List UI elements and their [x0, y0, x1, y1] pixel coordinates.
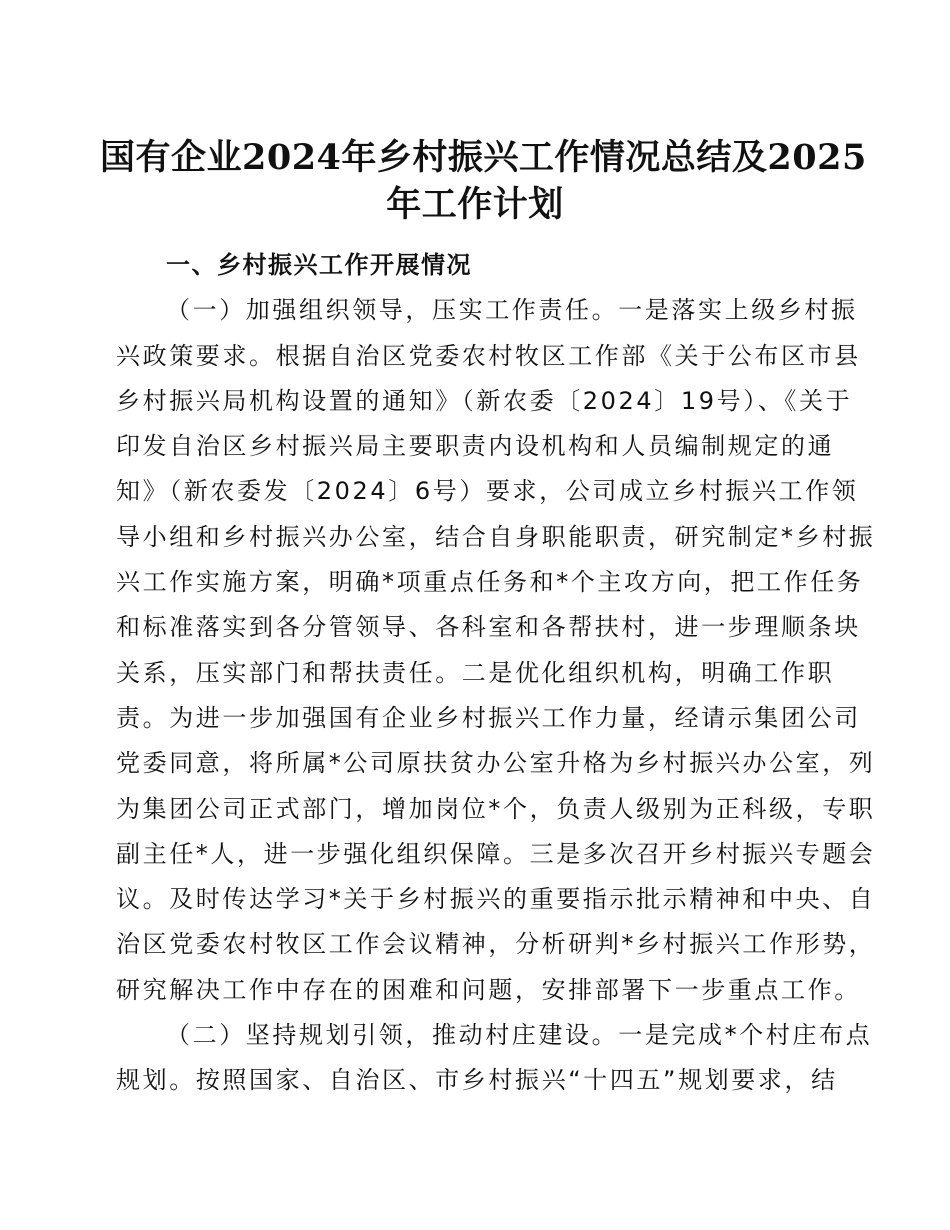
paragraph-line: （一）加强组织领导，压实工作责任。一是落实上级乡村振 — [166, 296, 858, 325]
paragraph-line: 兴政策要求。根据自治区党委农村牧区工作部《关于公布区市县 — [116, 341, 861, 370]
paragraph-line: 党委同意，将所属*公司原扶贫办公室升格为乡村振兴办公室，列 — [116, 749, 876, 778]
paragraph-line: 关系，压实部门和帮扶责任。二是优化组织机构，明确工作职 — [116, 658, 835, 687]
paragraph-line: 乡村振兴局机构设置的通知》（新农委〔2024〕19号）、《关于 — [116, 386, 853, 415]
title-line: 年工作计划 — [386, 184, 564, 225]
paragraph-line: 规划。按照国家、自治区、市乡村振兴“十四五”规划要求，结 — [116, 1066, 838, 1095]
paragraph-line: 责。为进一步加强国有企业乡村振兴工作力量，经请示集团公司 — [116, 703, 861, 732]
paragraph-line: 导小组和乡村振兴办公室，结合自身职能职责，研究制定*乡村振 — [116, 522, 876, 551]
document-title — [100, 134, 867, 228]
section-heading: 一、乡村振兴工作开展情况 — [166, 251, 472, 279]
paragraph-line: 议。及时传达学习*关于乡村振兴的重要指示批示精神和中央、自 — [116, 885, 876, 914]
paragraph-line: 研究解决工作中存在的困难和问题，安排部署下一步重点工作。 — [116, 975, 861, 1004]
title-line: 国有企业2024年乡村振兴工作情况总结及2025 — [100, 137, 867, 178]
paragraph-line: 知》（新农委发〔2024〕6号）要求，公司成立乡村振兴工作领 — [116, 477, 859, 506]
paragraph-line: 副主任*人，进一步强化组织保障。三是多次召开乡村振兴专题会 — [116, 839, 876, 868]
paragraph-line: 兴工作实施方案，明确*项重点任务和*个主攻方向，把工作任务 — [116, 568, 864, 597]
paragraph-line: 印发自治区乡村振兴局主要职责内设机构和人员编制规定的通 — [116, 432, 835, 461]
paragraph-line: 和标准落实到各分管领导、各科室和各帮扶村，进一步理顺条块 — [116, 613, 861, 642]
paragraph-line: （二）坚持规划引领，推动村庄建设。一是完成*个村庄布点 — [166, 1021, 873, 1050]
document-body — [116, 243, 876, 1104]
paragraph-line: 治区党委农村牧区工作会议精神，分析研判*乡村振兴工作形势， — [116, 930, 876, 959]
paragraph-line: 为集团公司正式部门，增加岗位*个，负责人级别为正科级，专职 — [116, 794, 876, 823]
